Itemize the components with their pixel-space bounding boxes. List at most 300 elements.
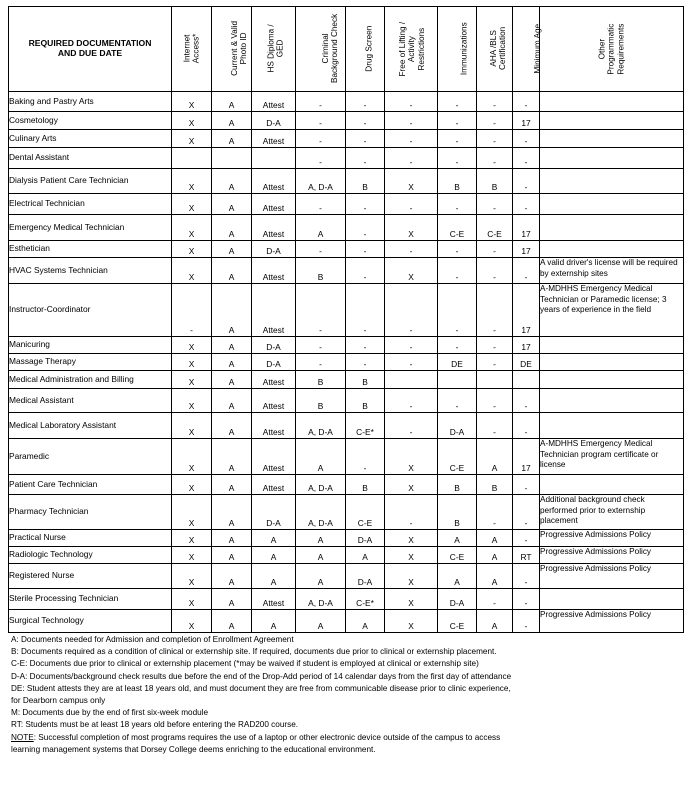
requirement-cell: -: [346, 284, 385, 337]
other-requirements-cell: [540, 148, 684, 169]
other-requirements-cell: Additional background check performed prior to externship placement: [540, 495, 684, 530]
requirement-cell: -: [438, 258, 477, 284]
program-row: [9, 215, 684, 241]
requirement-cell: X: [385, 169, 438, 194]
requirement-cell: -: [477, 589, 513, 610]
requirement-cell: A: [212, 530, 252, 547]
column-header-line: Immunizations: [459, 22, 469, 76]
column-header: [212, 7, 252, 92]
requirement-cell: -: [296, 241, 346, 258]
requirement-cell: B: [296, 371, 346, 389]
legend-line: C-E: Documents due prior to clinical or externship placement (*may be waived if student is employed at clinical or externship site): [11, 659, 479, 669]
program-row: [9, 241, 684, 258]
other-requirements-cell: [540, 169, 684, 194]
column-header-line: Current & Valid: [230, 21, 240, 77]
requirement-cell: X: [172, 215, 212, 241]
column-header: [477, 7, 513, 92]
column-header-label: [398, 22, 426, 77]
requirement-cell: A: [296, 439, 346, 475]
requirement-cell: A: [252, 564, 296, 589]
requirement-cell: -: [513, 130, 540, 148]
requirement-cell: Attest: [252, 194, 296, 215]
requirement-cell: A: [252, 547, 296, 564]
column-header-label: [182, 34, 201, 64]
column-header-line: Free of Lifting /: [398, 21, 408, 77]
column-header-line: HS Diploma /: [266, 24, 276, 73]
requirement-cell: -: [477, 112, 513, 130]
program-name: Massage Therapy: [9, 354, 172, 371]
requirement-cell: -: [513, 530, 540, 547]
requirement-cell: -: [385, 194, 438, 215]
program-row: [9, 389, 684, 413]
program-name: Paramedic: [9, 439, 172, 475]
other-requirements-cell: [540, 241, 684, 258]
program-row: [9, 530, 684, 547]
column-header-line: Certification: [498, 27, 508, 71]
requirement-cell: Attest: [252, 215, 296, 241]
requirement-cell: -: [477, 130, 513, 148]
program-row: [9, 610, 684, 633]
program-name: HVAC Systems Technician: [9, 258, 172, 284]
column-header-line: GED: [276, 40, 286, 58]
requirement-cell: A, D-A: [296, 589, 346, 610]
requirement-cell: -: [296, 284, 346, 337]
program-name: Culinary Arts: [9, 130, 172, 148]
note-text: : Successful completion of most programs requires the use of a laptop or other electronic device outside of the campus to access: [33, 732, 501, 742]
column-header-label: [321, 14, 340, 83]
requirement-cell: -: [513, 564, 540, 589]
requirement-cell: [172, 148, 212, 169]
program-name: Instructor-Coordinator: [9, 284, 172, 337]
requirement-cell: -: [296, 337, 346, 354]
requirement-cell: A: [252, 530, 296, 547]
requirement-cell: A: [212, 610, 252, 633]
requirement-cell: 17: [513, 215, 540, 241]
requirement-cell: D-A: [438, 589, 477, 610]
column-header: [513, 7, 543, 92]
requirement-cell: A: [212, 354, 252, 371]
other-requirements-cell: [540, 215, 684, 241]
requirement-cell: X: [172, 92, 212, 112]
requirement-cell: -: [438, 130, 477, 148]
requirement-cell: X: [172, 530, 212, 547]
program-row: [9, 258, 684, 284]
requirement-cell: D-A: [252, 495, 296, 530]
requirement-cell: A: [296, 610, 346, 633]
requirement-cell: -: [438, 92, 477, 112]
requirement-cell: -: [346, 439, 385, 475]
requirement-cell: C-E: [438, 439, 477, 475]
requirement-cell: D-A: [252, 354, 296, 371]
requirement-cell: A: [212, 475, 252, 495]
column-header: [172, 7, 212, 92]
requirement-cell: B: [346, 475, 385, 495]
requirements-table: [8, 6, 684, 633]
requirement-cell: X: [385, 258, 438, 284]
requirement-cell: X: [172, 439, 212, 475]
requirement-cell: A: [477, 564, 513, 589]
column-header-label: [267, 25, 286, 73]
other-requirements-cell: Progressive Admissions Policy: [540, 610, 684, 633]
other-requirements-cell: [540, 389, 684, 413]
requirement-cell: B: [296, 258, 346, 284]
requirement-cell: C-E*: [346, 589, 385, 610]
requirement-cell: [212, 148, 252, 169]
requirement-cell: A: [212, 389, 252, 413]
requirement-cell: A, D-A: [296, 413, 346, 439]
requirement-cell: C-E: [438, 547, 477, 564]
requirement-cell: -: [385, 112, 438, 130]
requirement-cell: -: [477, 495, 513, 530]
requirement-cell: -: [477, 389, 513, 413]
requirement-cell: Attest: [252, 92, 296, 112]
column-header-line: Criminal: [321, 33, 331, 64]
column-header-line: Minimum Age: [533, 24, 543, 74]
requirement-cell: X: [172, 389, 212, 413]
other-requirements-cell: [540, 475, 684, 495]
requirement-cell: A, D-A: [296, 495, 346, 530]
column-header-label: [364, 26, 373, 72]
requirement-cell: 17: [513, 439, 540, 475]
column-header: [438, 7, 477, 92]
requirement-cell: B: [477, 475, 513, 495]
other-requirements-cell: [540, 92, 684, 112]
other-requirements-cell: Progressive Admissions Policy: [540, 547, 684, 564]
requirement-cell: X: [385, 547, 438, 564]
column-header: [385, 7, 438, 92]
requirement-cell: Attest: [252, 130, 296, 148]
program-name: Electrical Technician: [9, 194, 172, 215]
requirement-cell: C-E: [346, 495, 385, 530]
requirement-cell: -: [477, 284, 513, 337]
requirement-cell: X: [172, 337, 212, 354]
program-row: [9, 564, 684, 589]
program-name: Medical Laboratory Assistant: [9, 413, 172, 439]
requirement-cell: -: [385, 354, 438, 371]
requirement-cell: [252, 148, 296, 169]
requirement-cell: RT: [513, 547, 540, 564]
column-header-line: Requirements: [616, 23, 626, 75]
requirement-cell: B: [477, 169, 513, 194]
requirement-cell: -: [296, 148, 346, 169]
requirement-cell: A: [212, 241, 252, 258]
requirement-cell: -: [477, 258, 513, 284]
requirement-cell: -: [346, 92, 385, 112]
other-requirements-cell: [540, 354, 684, 371]
requirement-cell: -: [513, 495, 540, 530]
requirement-cell: -: [296, 354, 346, 371]
column-header-label: [460, 22, 469, 75]
program-row: [9, 547, 684, 564]
program-row: [9, 495, 684, 530]
requirement-cell: A: [477, 547, 513, 564]
table-title: [9, 7, 172, 92]
requirement-cell: B: [438, 495, 477, 530]
requirement-cell: D-A: [438, 413, 477, 439]
requirement-cell: -: [477, 413, 513, 439]
requirement-cell: X: [172, 495, 212, 530]
program-row: [9, 439, 684, 475]
requirement-cell: -: [438, 337, 477, 354]
program-row: [9, 284, 684, 337]
requirement-cell: -: [385, 495, 438, 530]
requirement-cell: -: [385, 241, 438, 258]
requirement-cell: -: [513, 610, 540, 633]
requirement-cell: DE: [513, 354, 540, 371]
requirement-cell: A: [296, 530, 346, 547]
requirement-cell: X: [385, 589, 438, 610]
column-header-line: Drug Screen: [364, 25, 374, 72]
requirement-cell: -: [296, 112, 346, 130]
requirement-cell: X: [385, 439, 438, 475]
requirement-cell: A, D-A: [296, 169, 346, 194]
requirement-cell: D-A: [252, 337, 296, 354]
legend-line: DE: Student attests they are at least 18 years old, and must document they are free from communicable disease prior to clinic experience,: [11, 683, 511, 693]
requirement-cell: C-E: [477, 215, 513, 241]
other-requirements-cell: [540, 413, 684, 439]
requirement-cell: Attest: [252, 284, 296, 337]
requirement-cell: A: [477, 439, 513, 475]
requirement-cell: A: [296, 215, 346, 241]
requirement-cell: -: [296, 194, 346, 215]
requirement-cell: [477, 371, 513, 389]
column-header-line: Restrictions: [417, 27, 427, 71]
other-requirements-cell: A valid driver's license will be required by externship sites: [540, 258, 684, 284]
program-row: [9, 475, 684, 495]
program-name: Cosmetology: [9, 112, 172, 130]
requirement-cell: X: [172, 130, 212, 148]
program-row: [9, 371, 684, 389]
column-header-line: Background Check: [330, 14, 340, 84]
program-name: Esthetician: [9, 241, 172, 258]
requirement-cell: -: [513, 389, 540, 413]
requirement-cell: Attest: [252, 413, 296, 439]
requirement-cell: X: [172, 112, 212, 130]
requirement-cell: A: [212, 92, 252, 112]
requirement-cell: -: [385, 148, 438, 169]
requirement-cell: Attest: [252, 589, 296, 610]
requirement-cell: B: [346, 169, 385, 194]
column-header: [252, 7, 296, 92]
requirement-cell: C-E: [438, 215, 477, 241]
table-title-line: REQUIRED DOCUMENTATION: [28, 38, 152, 49]
requirement-cell: A: [212, 589, 252, 610]
requirement-cell: -: [346, 354, 385, 371]
requirement-cell: -: [477, 194, 513, 215]
requirement-cell: -: [385, 284, 438, 337]
note-label: NOTE: [11, 732, 34, 742]
requirement-cell: -: [346, 258, 385, 284]
requirement-cell: A: [212, 564, 252, 589]
requirement-cell: D-A: [346, 530, 385, 547]
requirement-cell: [438, 371, 477, 389]
program-row: [9, 413, 684, 439]
legend-line: RT: Students must be at least 18 years old before entering the RAD200 course.: [11, 720, 299, 730]
requirement-cell: A: [212, 439, 252, 475]
requirement-cell: X: [385, 530, 438, 547]
requirement-cell: -: [385, 337, 438, 354]
other-requirements-cell: A-MDHHS Emergency Medical Technician or Paramedic license; 3 years of experience in the field: [540, 284, 684, 337]
requirement-cell: Attest: [252, 169, 296, 194]
requirement-cell: -: [385, 413, 438, 439]
requirement-cell: -: [385, 130, 438, 148]
requirement-cell: B: [346, 371, 385, 389]
requirement-cell: -: [172, 284, 212, 337]
requirement-cell: A: [212, 337, 252, 354]
requirement-cell: -: [438, 284, 477, 337]
requirement-cell: A: [212, 371, 252, 389]
column-header-line: Internet: [182, 34, 192, 63]
other-requirements-cell: [540, 337, 684, 354]
requirement-cell: X: [172, 194, 212, 215]
requirement-cell: A: [438, 530, 477, 547]
program-name: Surgical Technology: [9, 610, 172, 633]
requirement-cell: A: [212, 258, 252, 284]
requirement-cell: -: [346, 194, 385, 215]
other-requirements-cell: [540, 371, 684, 389]
note-text: learning management systems that Dorsey College deems enriching to the educational environment.: [11, 744, 376, 754]
column-header-line: Photo ID: [239, 32, 249, 65]
legend-notes: [8, 633, 683, 756]
requirement-cell: A: [346, 610, 385, 633]
requirement-cell: A: [346, 547, 385, 564]
requirement-cell: Attest: [252, 439, 296, 475]
requirement-cell: [385, 371, 438, 389]
other-requirements-cell: Progressive Admissions Policy: [540, 564, 684, 589]
requirement-cell: A: [212, 413, 252, 439]
requirement-cell: -: [438, 112, 477, 130]
requirement-cell: -: [477, 241, 513, 258]
requirement-cell: -: [513, 258, 540, 284]
program-row: [9, 130, 684, 148]
requirement-cell: -: [385, 92, 438, 112]
requirement-cell: Attest: [252, 258, 296, 284]
other-requirements-cell: [540, 194, 684, 215]
requirement-cell: X: [385, 215, 438, 241]
requirement-cell: A: [296, 547, 346, 564]
requirement-cell: A: [212, 112, 252, 130]
requirement-cell: -: [477, 148, 513, 169]
requirement-cell: -: [513, 413, 540, 439]
program-row: [9, 169, 684, 194]
requirement-cell: -: [477, 92, 513, 112]
requirement-cell: DE: [438, 354, 477, 371]
legend-line: D-A: Documents/background check results due before the end of the Drop-Add period of 14 calendar days from the first day of attendance: [11, 671, 512, 681]
program-name: Baking and Pastry Arts: [9, 92, 172, 112]
column-header-label: [533, 24, 542, 74]
requirement-cell: B: [438, 169, 477, 194]
requirement-cell: X: [385, 564, 438, 589]
requirement-cell: A: [212, 194, 252, 215]
requirement-cell: -: [438, 241, 477, 258]
requirement-cell: -: [346, 241, 385, 258]
requirements-document: [8, 6, 683, 756]
requirement-cell: -: [513, 148, 540, 169]
program-row: [9, 337, 684, 354]
requirement-cell: X: [172, 547, 212, 564]
other-requirements-cell: Progressive Admissions Policy: [540, 530, 684, 547]
requirement-cell: -: [513, 589, 540, 610]
legend-line: B: Documents required as a condition of clinical or externship site. If required, documents due prior to clinical or externship placement.: [11, 647, 497, 657]
requirement-cell: A, D-A: [296, 475, 346, 495]
other-requirements-cell: [540, 589, 684, 610]
requirement-cell: A: [212, 130, 252, 148]
requirement-cell: X: [172, 371, 212, 389]
requirement-cell: A: [477, 610, 513, 633]
requirement-cell: D-A: [252, 112, 296, 130]
requirement-cell: -: [513, 169, 540, 194]
program-name: Radiologic Technology: [9, 547, 172, 564]
program-name: Sterile Processing Technician: [9, 589, 172, 610]
requirement-cell: -: [513, 92, 540, 112]
requirement-cell: X: [172, 413, 212, 439]
requirement-cell: -: [346, 148, 385, 169]
requirement-cell: -: [477, 354, 513, 371]
program-row: [9, 148, 684, 169]
requirement-cell: -: [477, 337, 513, 354]
legend-line: M: Documents due by the end of first six-week module: [11, 708, 209, 718]
program-row: [9, 354, 684, 371]
requirement-cell: X: [172, 610, 212, 633]
requirement-cell: -: [296, 130, 346, 148]
column-header-line: Other: [597, 38, 607, 60]
requirement-cell: -: [438, 194, 477, 215]
program-row: [9, 92, 684, 112]
requirement-cell: A: [438, 564, 477, 589]
requirement-cell: C-E: [438, 610, 477, 633]
program-name: Patient Care Technician: [9, 475, 172, 495]
requirement-cell: X: [172, 169, 212, 194]
requirement-cell: -: [346, 112, 385, 130]
requirement-cell: -: [513, 475, 540, 495]
requirement-cell: 17: [513, 337, 540, 354]
legend-line: A: Documents needed for Admission and completion of Enrollment Agreement: [11, 635, 294, 644]
requirement-cell: Attest: [252, 475, 296, 495]
requirement-cell: A: [212, 284, 252, 337]
requirement-cell: B: [346, 389, 385, 413]
requirement-cell: [513, 371, 540, 389]
requirement-cell: -: [513, 194, 540, 215]
program-row: [9, 112, 684, 130]
requirement-cell: X: [385, 610, 438, 633]
column-header: [346, 7, 385, 92]
requirement-cell: 17: [513, 241, 540, 258]
requirement-cell: C-E*: [346, 413, 385, 439]
requirement-cell: A: [296, 564, 346, 589]
program-name: Registered Nurse: [9, 564, 172, 589]
requirement-cell: Attest: [252, 389, 296, 413]
program-name: Medical Assistant: [9, 389, 172, 413]
program-name: Medical Administration and Billing: [9, 371, 172, 389]
requirement-cell: A: [252, 610, 296, 633]
program-name: Dental Assistant: [9, 148, 172, 169]
program-name: Emergency Medical Technician: [9, 215, 172, 241]
header-row: [9, 7, 684, 92]
requirement-cell: A: [212, 495, 252, 530]
table-body: [9, 92, 684, 633]
requirement-cell: B: [438, 475, 477, 495]
column-header: [540, 7, 684, 92]
program-row: [9, 589, 684, 610]
requirement-cell: A: [212, 547, 252, 564]
column-header-label: [230, 21, 249, 76]
requirement-cell: -: [385, 389, 438, 413]
column-header-line: Access*: [191, 34, 201, 64]
requirement-cell: X: [172, 241, 212, 258]
requirement-cell: A: [212, 169, 252, 194]
requirement-cell: A: [212, 215, 252, 241]
requirement-cell: -: [346, 337, 385, 354]
